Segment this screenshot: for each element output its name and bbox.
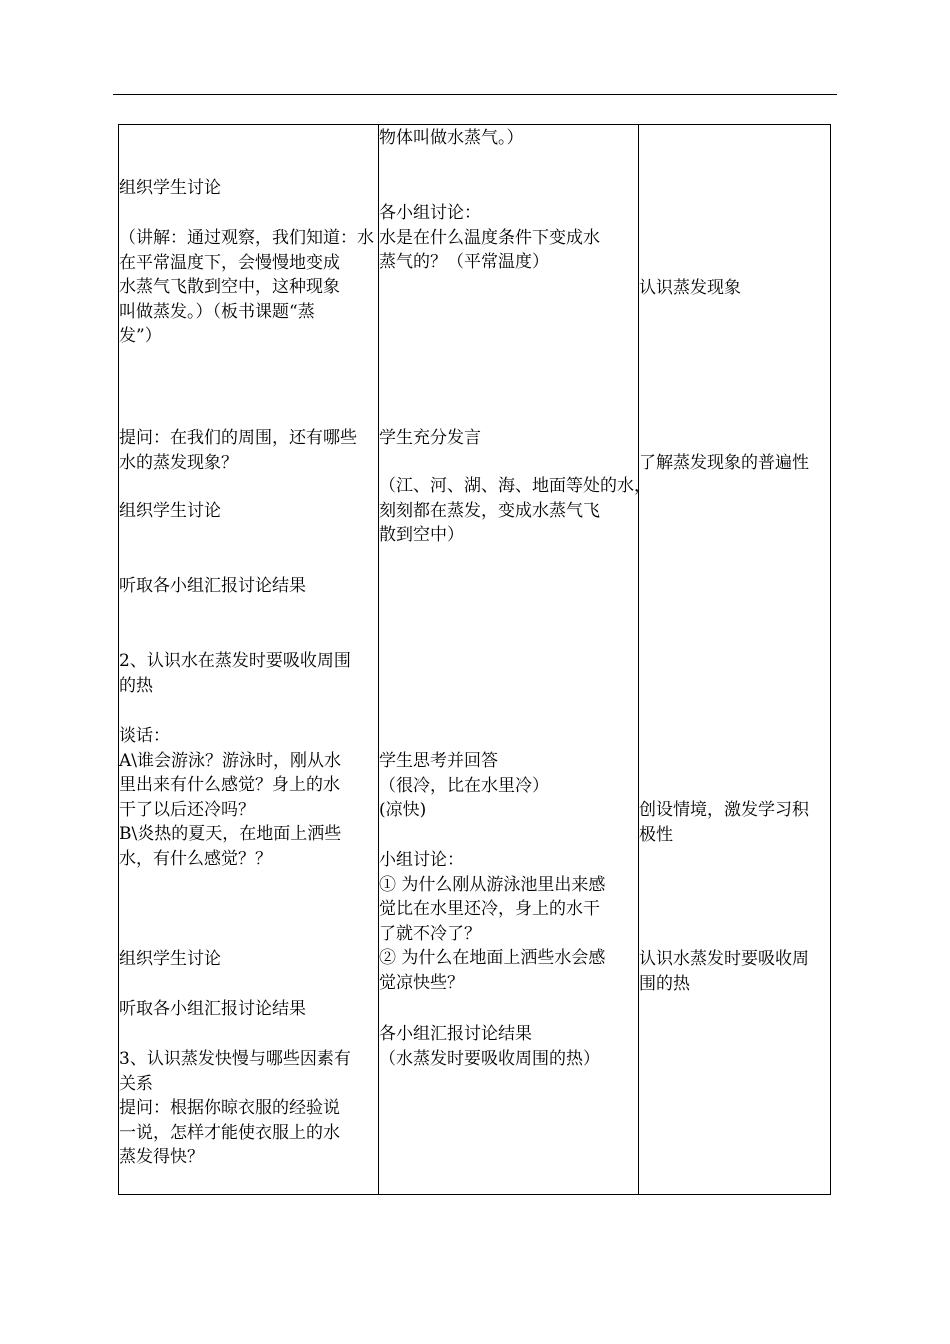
student-cell-line: （水蒸发时要吸收周围的热） [379,1048,600,1069]
student-cell-line: 觉凉快些？ [379,972,464,993]
purpose-cell-line: 认识水蒸发时要吸收周 [639,949,809,969]
student-cell-line: 物体叫做水蒸气。） [379,128,524,148]
purpose-cell-line: 认识蒸发现象 [639,278,741,298]
teacher-cell-line: 水蒸气飞散到空中，这种现象 [119,277,340,297]
teacher-cell-line: （讲解：通过观察，我们知道：水 [119,228,374,248]
teacher-cell-line: 谈话： [119,726,170,746]
student-cell-line: （江、河、湖、海、地面等处的水， [379,476,651,496]
teacher-cell-line: 组织学生讨论 [119,949,221,969]
teacher-cell-line: A\谁会游泳？游泳时，刚从水 [119,750,342,771]
student-cell-line: 各小组汇报讨论结果 [379,1024,532,1044]
purpose-cell-line: 围的热 [639,973,690,994]
teacher-cell-line: 的热 [119,675,153,696]
teacher-cell-line: 提问：根据你晾衣服的经验说 [119,1098,340,1118]
purpose-cell-line: 极性 [639,824,673,845]
teacher-cell-line: 发”） [119,326,162,346]
teacher-cell-line: 组织学生讨论 [119,178,221,198]
teacher-cell-line: 提问：在我们的周围，还有哪些 [119,428,357,448]
student-cell-line: 小组讨论： [379,850,464,870]
teacher-cell-line: 2、认识水在蒸发时要吸收周围 [119,651,351,671]
student-cell-line: 了就不冷了？ [379,923,481,944]
teacher-cell-line: 在平常温度下，会慢慢地变成 [119,252,340,273]
teacher-cell-line: B\炎热的夏天，在地面上洒些 [119,824,342,844]
student-cell-line: (凉快) [379,800,427,820]
student-cell-line: ① 为什么刚从游泳池里出来感 [379,874,606,895]
teacher-cell-line: 里出来有什么感觉？身上的水 [119,775,340,795]
teacher-cell-line: 听取各小组汇报讨论结果 [119,576,306,596]
teacher-cell-line: 关系 [119,1073,153,1094]
student-cell-line: 水是在什么温度条件下变成水 [379,227,600,248]
header-rule [113,94,837,95]
teacher-cell-line: 组织学生讨论 [119,501,221,521]
student-cell-line: 学生思考并回答 [379,751,498,771]
student-cell-line: 觉比在水里还冷，身上的水干 [379,899,600,919]
student-cell-line: 刻刻都在蒸发，变成水蒸气飞 [379,500,600,521]
teacher-cell-line: 叫做蒸发。）（板书课题“蒸 [119,301,315,322]
student-cell-line: 蒸气的？（平常温度） [379,252,549,272]
teacher-cell-line: 水，有什么感觉？？ [119,848,272,869]
student-cell-line: 各小组讨论： [379,203,481,223]
teacher-cell-line: 蒸发得快？ [119,1147,204,1167]
purpose-cell-line: 创设情境，激发学习积 [639,800,809,820]
student-cell-line: （很冷，比在水里冷） [379,775,549,796]
teacher-cell-line: 干了以后还冷吗？ [119,799,255,820]
teacher-cell-line: 3、认识蒸发快慢与哪些因素有 [119,1049,351,1069]
student-cell-line: 散到空中） [379,525,464,545]
teacher-cell-line: 一说，怎样才能使衣服上的水 [119,1122,340,1143]
teacher-cell-line: 水的蒸发现象？ [119,452,238,473]
student-cell-line: 学生充分发言 [379,428,481,448]
purpose-cell-line: 了解蒸发现象的普遍性 [639,453,809,473]
teacher-cell-line: 听取各小组汇报讨论结果 [119,999,306,1019]
student-cell-line: ② 为什么在地面上洒些水会感 [379,948,606,968]
